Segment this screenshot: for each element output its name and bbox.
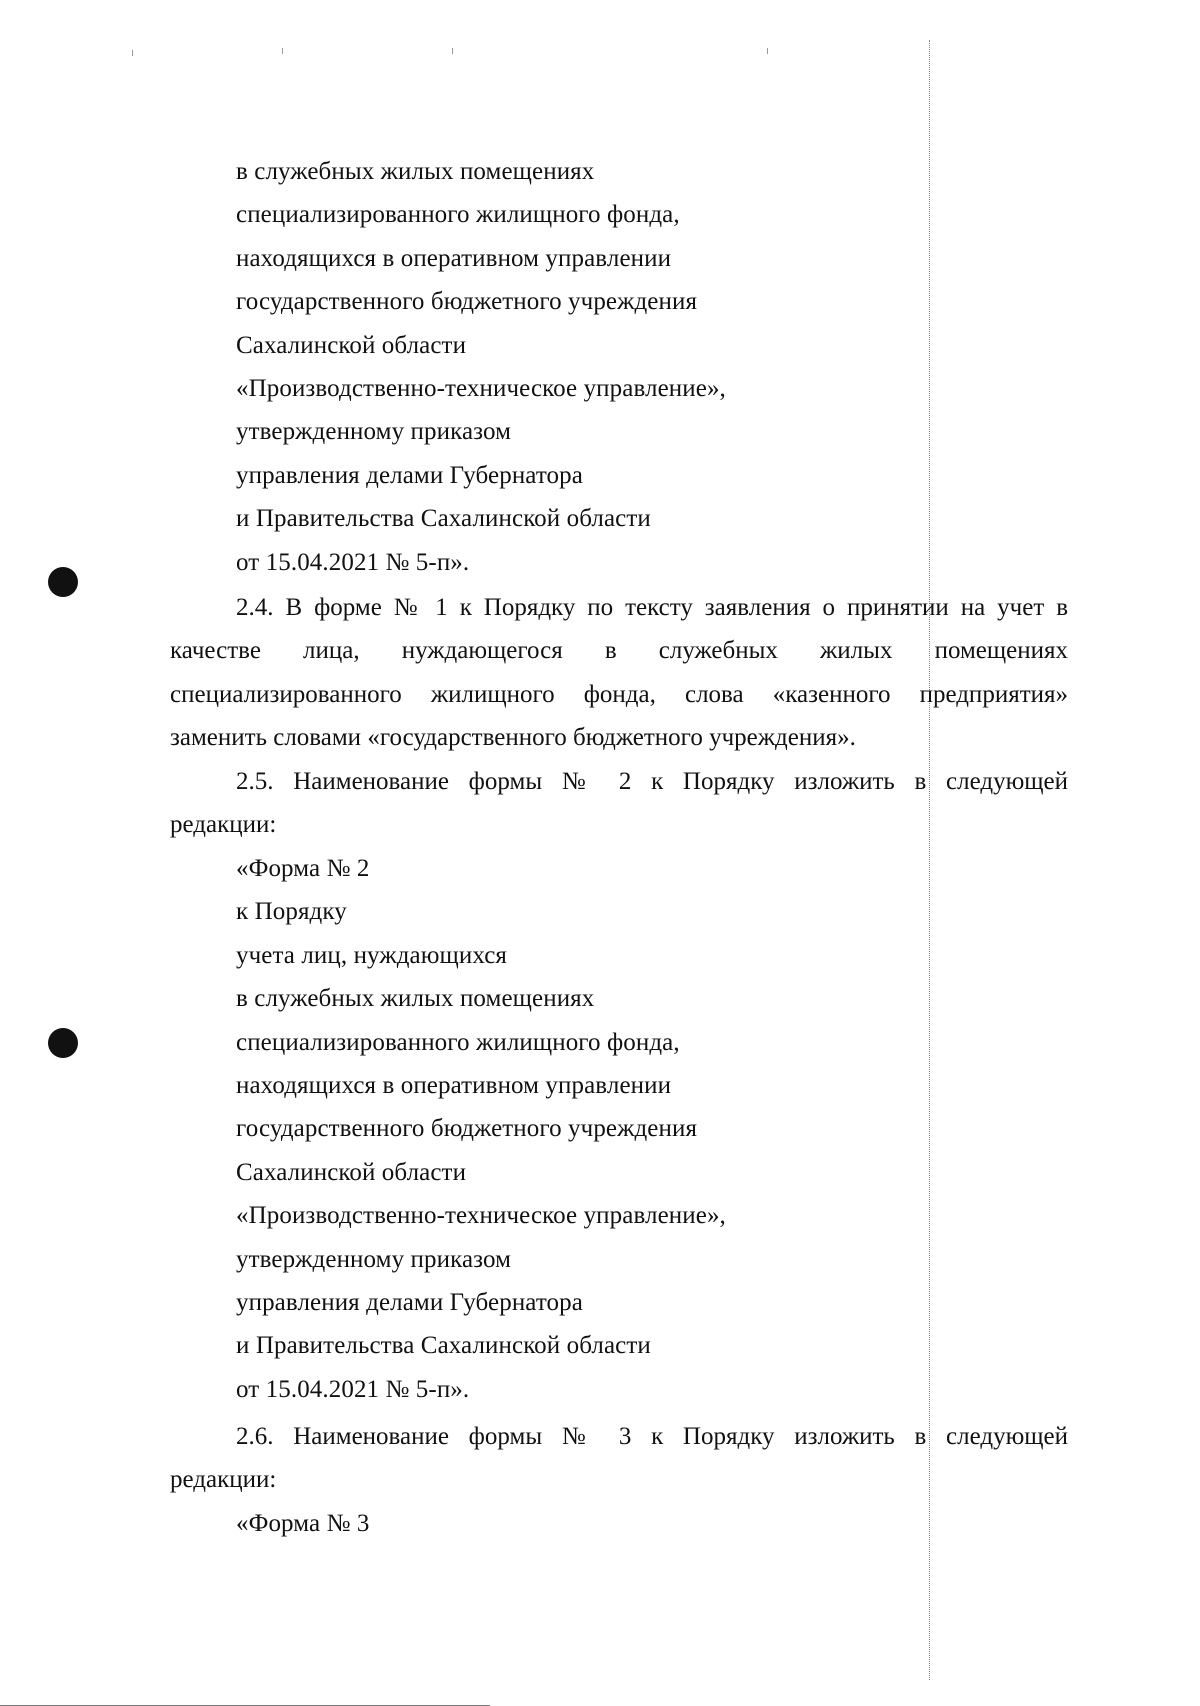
punch-hole-upper bbox=[48, 567, 78, 597]
top-heading-block bbox=[236, 150, 796, 584]
form-3-heading-block bbox=[236, 1502, 796, 1545]
text-line: Сахалинской области bbox=[236, 1158, 467, 1186]
text-line: утвержденному приказом bbox=[236, 1245, 512, 1273]
text-line: утвержденному приказом bbox=[236, 418, 512, 446]
text-line: находящихся в оперативном управлении bbox=[236, 244, 672, 272]
text-line: Сахалинской области bbox=[236, 331, 467, 359]
text-line: учета лиц, нуждающихся bbox=[236, 941, 507, 969]
scan-speck bbox=[767, 48, 768, 54]
paragraph-line: 2.5. Наименование формы № 2 к Порядку изложить в следующей bbox=[236, 768, 1068, 795]
text-line: государственного бюджетного учреждения bbox=[236, 1115, 698, 1143]
text-line: «Производственно-техническое управление», bbox=[236, 1202, 726, 1230]
paragraph-line: редакции: bbox=[170, 811, 277, 839]
paragraph-line: качестве лица, нуждающегося в служебных жилых помещениях bbox=[170, 637, 1068, 665]
text-line: специализированного жилищного фонда, bbox=[236, 1028, 680, 1056]
text-line: к Порядку bbox=[236, 898, 347, 926]
text-line: и Правительства Сахалинской области bbox=[236, 505, 651, 533]
paragraph-2-5 bbox=[170, 760, 1068, 847]
scan-speck bbox=[452, 48, 453, 54]
text-line: от 15.04.2021 № 5-п». bbox=[236, 1375, 470, 1403]
text-line: управления делами Губернатора bbox=[236, 1289, 583, 1317]
text-line: от 15.04.2021 № 5-п». bbox=[236, 548, 470, 576]
paragraph-2-4 bbox=[170, 586, 1068, 760]
text-line: «Форма № 2 bbox=[236, 855, 370, 882]
text-line: в служебных жилых помещениях bbox=[236, 985, 595, 1013]
paragraph-line: заменить словами «государственного бюджетного учреждения». bbox=[170, 724, 856, 752]
text-line: в служебных жилых помещениях bbox=[236, 158, 595, 185]
scan-speck bbox=[282, 48, 283, 54]
text-line: специализированного жилищного фонда, bbox=[236, 201, 680, 229]
paragraph-line: 2.4. В форме № 1 к Порядку по тексту заявления о принятии на учет в bbox=[236, 594, 1068, 621]
text-line: и Правительства Сахалинской области bbox=[236, 1332, 651, 1360]
text-line: «Производственно-техническое управление», bbox=[236, 375, 726, 403]
text-line: государственного бюджетного учреждения bbox=[236, 288, 698, 316]
text-line: «Форма № 3 bbox=[236, 1510, 370, 1537]
paragraph-line: 2.6. Наименование формы № 3 к Порядку изложить в следующей bbox=[236, 1423, 1068, 1450]
paragraph-line: редакции: bbox=[170, 1466, 277, 1494]
scan-speck bbox=[132, 50, 133, 56]
paragraph-2-6 bbox=[170, 1415, 1068, 1502]
text-line: управления делами Губернатора bbox=[236, 461, 583, 489]
punch-hole-lower bbox=[48, 1028, 78, 1058]
form-2-heading-block bbox=[236, 847, 796, 1411]
paragraph-line: специализированного жилищного фонда, слова «казенного предприятия» bbox=[170, 680, 1068, 708]
text-line: находящихся в оперативном управлении bbox=[236, 1072, 672, 1100]
